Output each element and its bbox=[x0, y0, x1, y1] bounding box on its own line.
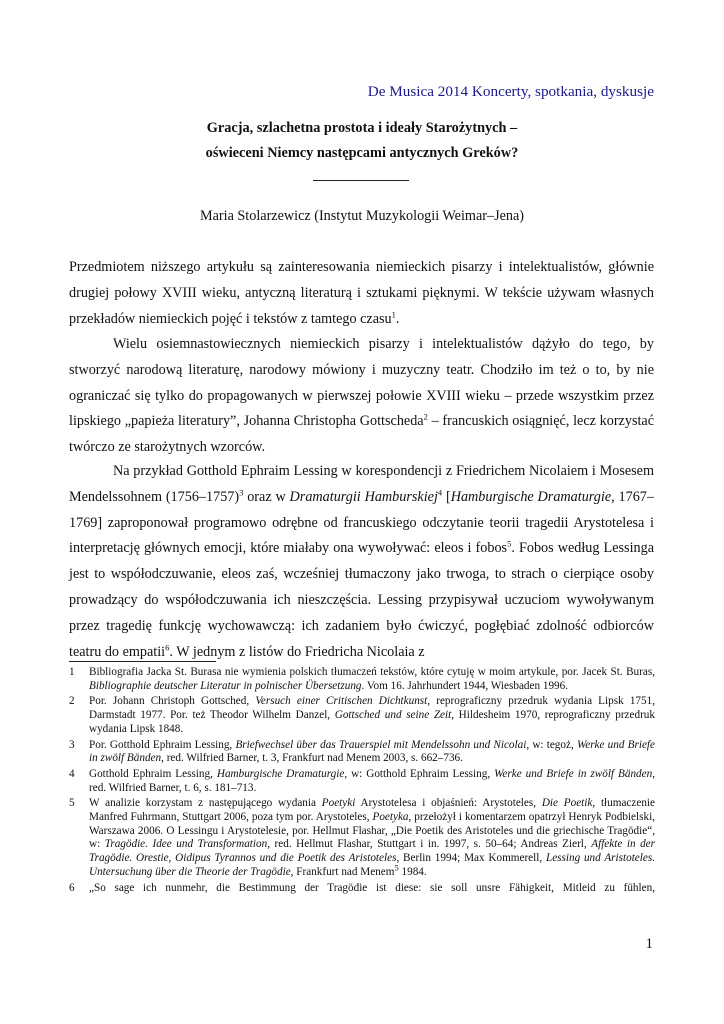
footnote-number: 2 bbox=[69, 695, 75, 708]
work-title: Briefwechsel über das Trauerspiel mit Mendelssohn und Nicolai bbox=[235, 738, 527, 751]
footnote-2 bbox=[69, 695, 655, 736]
footnote-text: , red. Wilfried Barner, t. 3, Frankfurt nad Menem 2003, s. 662–736. bbox=[161, 752, 463, 765]
work-title: Gottsched und seine Zeit bbox=[334, 709, 452, 722]
paragraph-text: Przedmiotem niższego artykułu są zainteresowania niemieckich pisarzy i intelektualistów, głównie drugiej połowy XVIII wieku, antyczną literaturą i sztukami pięknymi. W tekście używam własnych przekładów niemieckich pojęć i tekstów z tamtego czasu bbox=[69, 259, 654, 327]
footnote-text: 1984. bbox=[398, 865, 427, 878]
work-title: Lessing und Aristoteles. Untersuchung über die Theorie der Tragödie bbox=[89, 852, 656, 878]
paragraph-text: [ bbox=[442, 488, 451, 505]
footnote-text: , reprograficzny przedruk wydania Lipsk 1751, Darmstadt 1977. Por. też Theodor Wilhelm Danzel, bbox=[89, 695, 655, 722]
footnote-text: . Vom 16. Jahrhundert 1944, Wiesbaden 1996. bbox=[361, 679, 569, 692]
footnote-text: , Berlin 1994; Max Kommerell, bbox=[396, 852, 546, 865]
paragraph-1 bbox=[69, 255, 654, 332]
footnote-ref: 6 bbox=[165, 641, 170, 652]
footnote-4 bbox=[69, 768, 655, 795]
footnote-text: Gotthold Ephraim Lessing, bbox=[89, 767, 217, 780]
footnote-ref: 3 bbox=[239, 487, 244, 498]
footnote-text: Por. Johann Christoph Gottsched, bbox=[89, 695, 256, 708]
title-divider bbox=[313, 180, 409, 181]
paragraph-3 bbox=[69, 459, 654, 665]
footnote-6 bbox=[69, 882, 655, 896]
footnote-number: 4 bbox=[69, 767, 75, 780]
footnote-text: Por. Gotthold Ephraim Lessing, bbox=[89, 738, 236, 751]
work-title: Tragödie. Idee und Transformation bbox=[104, 838, 268, 851]
article-title-line-1: Gracja, szlachetna prostota i ideały Starożytnych – bbox=[206, 120, 518, 136]
footnote-text: , tłumaczenie Manfred Fuhrmann, Stuttgart 2006, poza tym por. Arystoteles, bbox=[89, 797, 655, 824]
footnote-text: , Frankfurt nad Menem bbox=[290, 865, 395, 878]
article-title-line-2: oświeceni Niemcy następcami antycznych Greków? bbox=[205, 145, 519, 161]
footnote-1 bbox=[69, 666, 655, 693]
footnote-text: Bibliografia Jacka St. Burasa nie wymienia polskich tłumaczeń tekstów, które cytuję w moim artykule, por. Jacek St. Buras, bbox=[89, 666, 655, 678]
paragraph-text: . W jednym z listów do Friedricha Nicolaia z bbox=[169, 643, 425, 660]
footnote-3 bbox=[69, 739, 655, 766]
work-title: Hamburgische Dramaturgie bbox=[450, 488, 612, 505]
footnote-text: , przełożył i komentarzem opatrzył Henryk Podbielski, Warszawa 2006. O Lessingu i Arystotelesie, por. Hellmut Flashar, „Die Poetik des Aristoteles und die griechische Tragödie“, w: bbox=[89, 811, 655, 851]
paragraph-text: Wielu osiemnastowiecznych niemieckich pisarzy i intelektualistów dążyło do tego, by stworzyć narodową literaturę, narodowy mówiony i muzyczny teatr. Chodziło im też o to, by nie ograniczać się tylko do propagowanych w pierwszej połowie XVIII wieku – przede wszystkim przez lipskiego „papieża literatury”, Johanna Christopha Gottscheda bbox=[69, 336, 654, 430]
running-header: De Musica 2014 Koncerty, spotkania, dyskusje bbox=[367, 83, 654, 100]
work-title: Hamburgische Dramaturgie bbox=[216, 767, 345, 780]
page-number: 1 bbox=[645, 936, 653, 952]
footnote-separator bbox=[69, 661, 216, 662]
work-title: Werke und Briefe in zwölf Bänden bbox=[89, 738, 655, 765]
footnote-text: , red. Wilfried Barner, t. 6, s. 181–713. bbox=[89, 767, 655, 794]
work-title: Dramaturgii Hamburskiej bbox=[289, 488, 438, 505]
work-title: Die Poetik bbox=[541, 797, 593, 810]
paragraph-text: . bbox=[395, 310, 400, 327]
footnote-text: , w: tegoż, bbox=[526, 738, 577, 751]
footnote-text: , Hildesheim 1970, reprograficzny przedruk wydania Lipsk 1848. bbox=[89, 709, 655, 735]
paragraph-text: – francuskich osiągnięć, lecz korzystać twórczo ze starożytnych wzorców. bbox=[69, 413, 654, 456]
work-title: Bibliographie deutscher Literatur in polnischer Übersetzung bbox=[89, 679, 362, 692]
paragraph-2 bbox=[69, 332, 654, 461]
work-title: Poetyki bbox=[321, 797, 356, 810]
work-title: Affekte in der Tragödie. Orestie, Oidipus Tyrannos und die Poetik des Aristoteles bbox=[89, 838, 655, 865]
footnote-text: W analizie korzystam z następującego wydania bbox=[89, 797, 322, 810]
footnotes bbox=[69, 666, 655, 895]
footnote-text: Arystotelesa i objaśnień: Arystoteles, bbox=[355, 797, 542, 810]
footnote-number: 5 bbox=[69, 797, 75, 810]
work-title: Versuch einer Critischen Dichtkunst bbox=[255, 695, 428, 708]
footnote-5 bbox=[69, 797, 655, 879]
footnote-number: 6 bbox=[69, 881, 75, 894]
footnote-ref: 4 bbox=[437, 487, 443, 498]
author-line: Maria Stolarzewicz (Instytut Muzykologii Weimar–Jena) bbox=[199, 208, 525, 224]
work-title: Werke und Briefe in zwölf Bänden bbox=[494, 767, 653, 780]
work-title: Poetyka bbox=[372, 811, 409, 824]
footnote-text: , red. Hellmut Flashar, Stuttgart i in. 1997, s. 50–64; Andreas Zierl, bbox=[267, 838, 592, 851]
footnote-number: 3 bbox=[69, 738, 75, 751]
footnote-ref: 2 bbox=[423, 411, 428, 422]
footnote-ref: 1 bbox=[391, 308, 396, 319]
paragraph-text: . Fobos według Lessinga jest to współodczuwanie, eleos zaś, wcześniej tłumaczony jako trwoga, to strach o cierpiące osoby prowadzący do współodczuwania ich nieszczęścia. Lessing przypisywał uczuciom wywoływanym przez tragedię funkcję wychowawczą: ich zadaniem było ćwiczyć, pogłębiać zdolność odbiorców teatru do empatii bbox=[69, 540, 654, 660]
edition-superscript: 5 bbox=[394, 862, 399, 873]
footnote-text: „So sage ich nunmehr, die Bestimmung der Tragödie ist diese: sie soll unsre Fähigkeit, Mitleid zu fühlen, bbox=[89, 881, 655, 894]
paragraph-text: Na przykład Gotthold Ephraim Lessing w korespondencji z Friedrichem Nicolaiem i Mosesem Mendelssohnem (1756–1757) bbox=[69, 463, 654, 505]
footnote-text: , w: Gotthold Ephraim Lessing, bbox=[344, 767, 495, 780]
paragraph-text: , 1767–1769] zaproponował programowo odrębne od francuskiego odczytanie teorii tragedii Arystotelesa i interpretację głównych emocji, które miałaby ona wywoływać: eleos i fobos bbox=[69, 488, 654, 557]
paragraph-text: oraz w bbox=[243, 488, 290, 505]
footnote-ref: 5 bbox=[507, 538, 512, 549]
footnote-number: 1 bbox=[69, 666, 75, 678]
